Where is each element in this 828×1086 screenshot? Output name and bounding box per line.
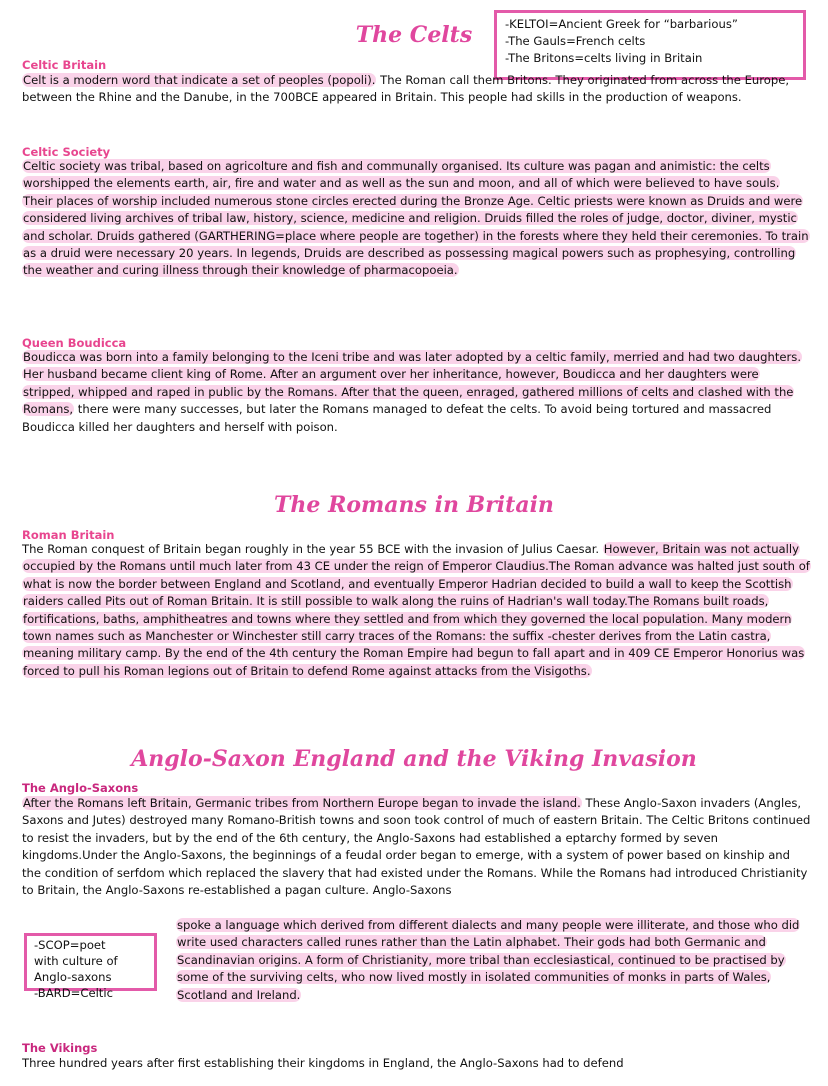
- para-anglo-saxons-cont: [176, 917, 812, 1004]
- para-anglo-saxons: [22, 795, 812, 899]
- note-bard: -BARD=Celtic: [34, 986, 113, 1000]
- text-anglo-saxons: These Anglo-Saxon invaders (Angles, Saxons and Jutes) destroyed many Romano-British towns and soon took control of much of eastern Britain. The Celtic Britons continued to resist the invaders, but by the end of the 6th century, the Anglo-Saxons had established a eptarchy formed by seven kingdoms.Under the Anglo-Saxons, the beginnings of a feudal order began to emerge, with a system of power based on kinship and the condition of serfdom which replaced the slavery that had existed under the Romans. While the Romans had introduced Christianity to Britain, the Anglo-Saxons re-established a pagan culture. Anglo-Saxons: [22, 796, 811, 898]
- text-vikings: Three hundred years after first establishing their kingdoms in England, the Anglo-Saxons had to defend: [22, 1056, 624, 1070]
- note-box-celts: [494, 10, 806, 80]
- note-scop: -SCOP=poet: [34, 938, 106, 952]
- heading-celtic-britain: Celtic Britain: [22, 58, 107, 72]
- title-celts: The Celts: [355, 22, 473, 48]
- title-romans: The Romans in Britain: [274, 492, 554, 518]
- highlight-anglo-saxons-cont: spoke a language which derived from different dialects and many people were illiterate, and those who did write used characters called runes rather than the Latin alphabet. Their gods had both Germanic and Scandinavian origins. A form of Christianity, more tribal than ecclesiastical, continued to be practised by some of the surviving celts, who now lived mostly in isolated communities of monks in parts of Wales, Scotland and Ireland.: [177, 918, 800, 1002]
- text-boudicca: there were many successes, but later the Romans managed to defeat the celts. To avoid being tortured and massacred Boudicca killed her daughters and herself with poison.: [22, 402, 772, 434]
- heading-vikings: The Vikings: [22, 1041, 98, 1055]
- highlight-anglo-saxons: After the Romans left Britain, Germanic tribes from Northern Europe began to invade the island.: [23, 796, 581, 810]
- heading-roman-britain: Roman Britain: [22, 528, 115, 542]
- text-celtic-britain: The Roman call them Britons. They originated from across the Europe, between the Rhine and the Danube, in the 700BCE appeared in Britain. This people had skills in the production of weapons.: [22, 73, 790, 105]
- highlight-celtic-society: Celtic society was tribal, based on agricolture and fish and communally organised. Its culture was pagan and animistic: the celts worshipped the elements earth, air, fire and water and as well as the sun and moon, and all of which were believed to have souls. Their places of worship included numerous stone circles erected during the Bronze Age. Celtic priests were known as Druids and were considered living archives of tribal law, history, science, medicine and religion. Druids filled the roles of judge, doctor, diviner, mystic and scholar. Druids gathered (GARTHERING=place where people are together) in the forests where they held their ceremonies. To train as a druid were necessary 20 years. In legends, Druids are described as possessing magical powers such as prophesying, controlling the weather and curing illness through their knowledge of pharmacopoeia.: [23, 159, 809, 278]
- note-keltoi: -KELTOI=Ancient Greek for “barbarious”: [505, 17, 738, 31]
- para-roman-britain: [22, 541, 812, 680]
- heading-queen-boudicca: Queen Boudicca: [22, 336, 127, 350]
- note-culture: with culture of: [34, 954, 118, 968]
- heading-celtic-society: Celtic Society: [22, 145, 111, 159]
- heading-anglo-saxons: The Anglo-Saxons: [22, 781, 139, 795]
- para-celtic-britain: [22, 72, 812, 107]
- note-britons: -The Britons=celts living in Britain: [505, 51, 703, 65]
- title-anglo-saxon: Anglo-Saxon England and the Viking Invasion: [131, 746, 697, 772]
- highlight-roman-britain: However, Britain was not actually occupied by the Romans until much later from 43 CE under the reign of Emperor Claudius.The Roman advance was halted just south of what is now the border between England and Scotland, and eventually Emperor Hadrian decided to build a wall to keep the Scottish raiders called Pits out of Roman Britain. It is still possible to walk along the ruins of Hadrian's wall today.The Romans built roads, fortifications, baths, amphitheatres and towns where they settled and from which they governed the local population. Many modern town names such as Manchester or Winchester still carry traces of the Romans: the suffix -chester derives from the Latin castra, meaning military camp. By the end of the 4th century the Roman Empire had begun to fall apart and in 409 CE Emperor Honorius was forced to pull his Roman legions out of Britain to defend Rome against attacks from the Visigoths.: [23, 542, 810, 678]
- text-roman-britain: The Roman conquest of Britain began roughly in the year 55 BCE with the invasion of Julius Caesar.: [22, 542, 603, 556]
- note-box-scop: [24, 933, 157, 1000]
- highlight-celtic-britain: Celt is a modern word that indicate a set of peoples (popoli).: [23, 73, 376, 87]
- para-celtic-society: [22, 158, 812, 280]
- para-queen-boudicca: [22, 349, 812, 436]
- para-vikings: [22, 1055, 812, 1072]
- note-gauls: -The Gauls=French celts: [505, 34, 646, 48]
- highlight-boudicca: Boudicca was born into a family belonging to the Iceni tribe and was later adopted by a celtic family, merried and had two daughters. Her husband became client king of Rome. After an argument over her inheritance, however, Boudicca and her daughters were stripped, whipped and raped in public by the Romans. After that the queen, enraged, gathered millions of celts and clashed with the Romans,: [23, 350, 802, 417]
- note-anglo: Anglo-saxons: [34, 970, 112, 984]
